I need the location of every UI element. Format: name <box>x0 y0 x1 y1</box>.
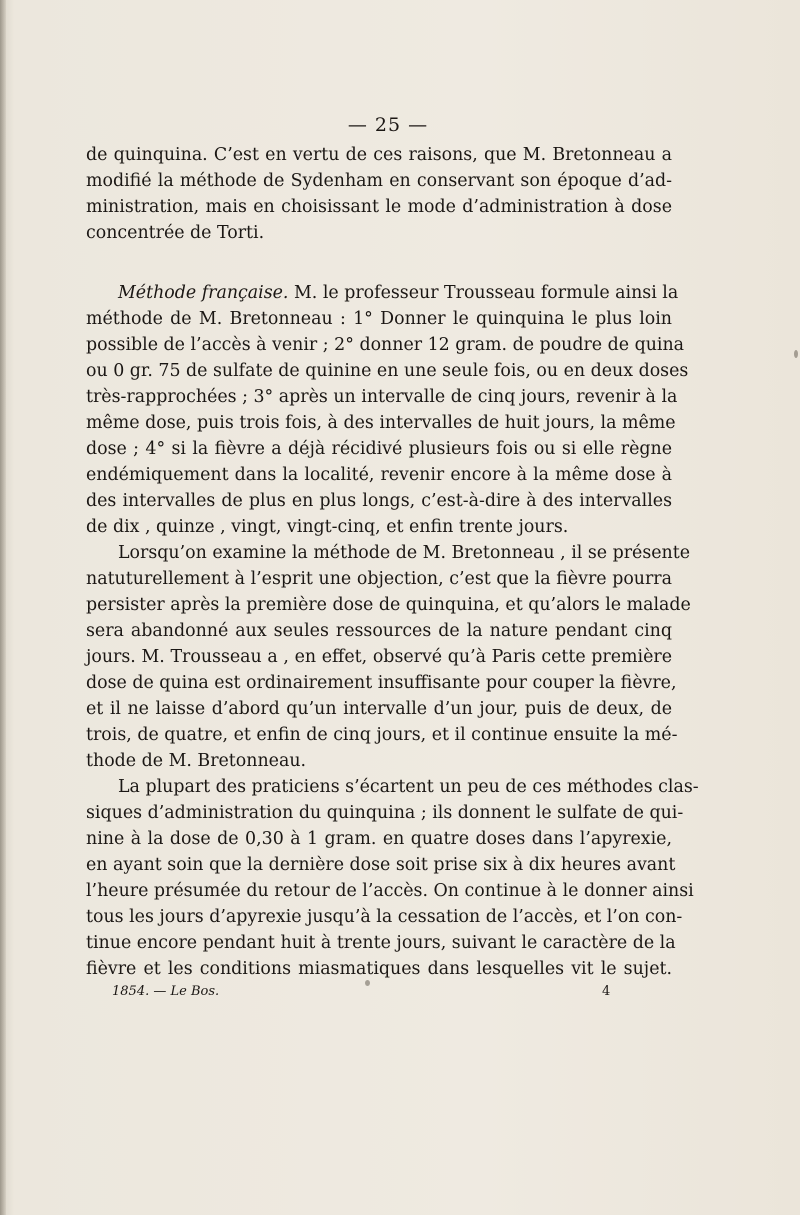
text-line: natuturellement à l’esprit une objection, c’est que la fièvre pourra <box>86 569 672 589</box>
text-line: de dix , quinze , vingt, vingt-cinq, et enfin trente jours. <box>86 517 569 537</box>
text-line: Lorsqu’on examine la méthode de M. Bretonneau , il se présente <box>118 543 691 563</box>
text-line: La plupart des praticiens s’écartent un peu de ces méthodes clas- <box>118 777 699 797</box>
text-line: concentrée de Torti. <box>86 223 265 243</box>
text-line: tinue encore pendant huit à trente jours, suivant le caractère de la <box>86 933 676 953</box>
text-line: en ayant soin que la dernière dose soit prise six à dix heures avant <box>86 855 676 875</box>
ink-smudge <box>365 980 370 986</box>
text-line: nine à la dose de 0,30 à 1 gram. en quatre doses dans l’apyrexie, <box>86 829 672 849</box>
page-footer <box>112 984 632 999</box>
paragraph-gap <box>86 246 672 280</box>
text-line: tous les jours d’apyrexie jusqu’à la cessation de l’accès, et l’on con- <box>86 907 683 927</box>
text-line: des intervalles de plus en plus longs, c’est-à-dire à des intervalles <box>86 491 672 511</box>
text-line: dose ; 4° si la fièvre a déjà récidivé plusieurs fois ou si elle règne <box>86 439 672 459</box>
text-line: sera abandonné aux seules ressources de la nature pendant cinq <box>86 621 672 641</box>
text-line: jours. M. Trousseau a , en effet, observé qu’à Paris cette première <box>86 647 672 667</box>
signature-mark-left: 1854. — Le Bos. <box>112 984 220 999</box>
signature-mark-right: 4 <box>602 984 611 999</box>
section-heading: Méthode française. <box>118 283 289 303</box>
text-line: même dose, puis trois fois, à des intervalles de huit jours, la même <box>86 413 676 433</box>
text-line: ou 0 gr. 75 de sulfate de quinine en une seule fois, ou en deux doses <box>86 361 689 381</box>
section-first-line <box>86 280 679 306</box>
page-number: — 25 — <box>347 114 429 136</box>
text-line: l’heure présumée du retour de l’accès. On continue à le donner ainsi <box>86 881 694 901</box>
text-line: endémiquement dans la localité, revenir encore à la même dose à <box>86 465 672 485</box>
section-first-line-rest: M. le professeur Trousseau formule ainsi la <box>288 283 679 303</box>
text-line: siques d’administration du quinquina ; ils donnent le sulfate de qui- <box>86 803 684 823</box>
text-line: modifié la méthode de Sydenham en conservant son époque d’ad- <box>86 171 672 191</box>
text-line: ministration, mais en choisissant le mode d’administration à dose <box>86 197 672 217</box>
text-line: méthode de M. Bretonneau : 1° Donner le quinquina le plus loin <box>86 309 672 329</box>
body-text <box>86 142 699 982</box>
text-line: thode de M. Bretonneau. <box>86 751 307 771</box>
text-line: et il ne laisse d’abord qu’un intervalle d’un jour, puis de deux, de <box>86 699 672 719</box>
text-line: trois, de quatre, et enfin de cinq jours, et il continue ensuite la mé- <box>86 725 678 745</box>
page-spine-edge <box>0 0 6 1215</box>
text-line: fièvre et les conditions miasmatiques dans lesquelles vit le sujet. <box>86 959 672 979</box>
text-line: persister après la première dose de quinquina, et qu’alors le malade <box>86 595 691 615</box>
ink-smudge <box>794 350 798 358</box>
text-line: très-rapprochées ; 3° après un intervalle de cinq jours, revenir à la <box>86 387 678 407</box>
text-line: possible de l’accès à venir ; 2° donner 12 gram. de poudre de quina <box>86 335 685 355</box>
text-line: dose de quina est ordinairement insuffisante pour couper la fièvre, <box>86 673 677 693</box>
text-line: de quinquina. C’est en vertu de ces raisons, que M. Bretonneau a <box>86 145 672 165</box>
